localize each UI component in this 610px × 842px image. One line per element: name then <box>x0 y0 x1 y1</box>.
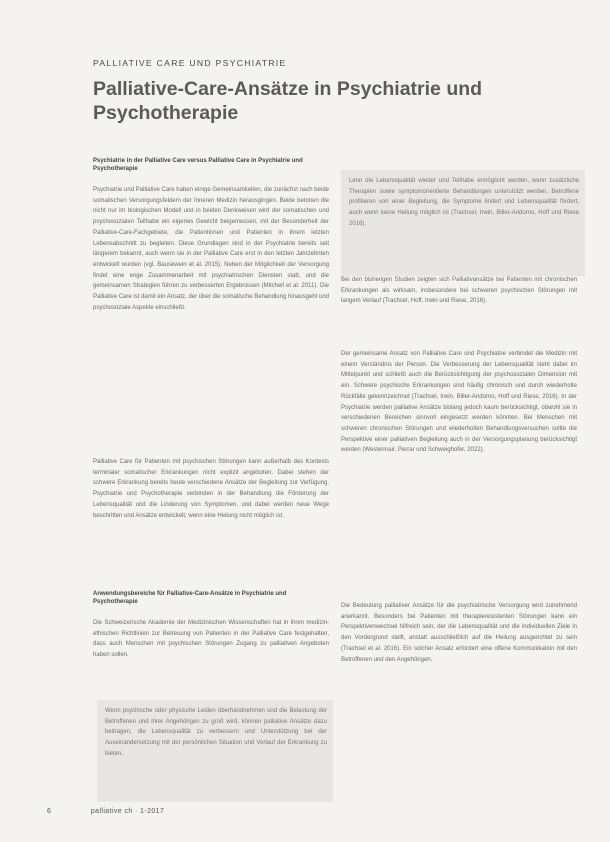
section-kicker: PALLIATIVE CARE UND PSYCHIATRIE <box>93 58 287 68</box>
body-paragraph: Die Schweizerische Akademie der Medizinischen Wissenschaften hat in ihren medizin-ethischen Richtlinien zur Betreuung von Patienten in der Palliative Care festgehalten, dass auch Menschen mit psychischen Störungen Zugang zu palliativen Angeboten haben sollen. <box>93 620 329 659</box>
publication-name: palliative ch · 1-2017 <box>90 808 165 815</box>
body-paragraph: Die Bedeutung palliativer Ansätze für die psychiatrische Versorgung wird zunehmend anerkannt. Besonders bei Patienten mit therapieresistenten Störungen kann ein Perspektivenwechsel hilfreich sein, der die Lebensqualität und die individuellen Ziele in den Vordergrund stellt, anstatt ausschließlich auf die Heilung ausgerichtet zu sein (Trachsel et al. 2016). Ein solcher Ansatz erfordert eine offene Kommunikation mit den Betroffenen und den Angehörigen. <box>341 603 577 663</box>
left-section-2 <box>93 590 329 672</box>
page-number: 6 <box>47 808 51 815</box>
left-section-1 <box>93 157 329 587</box>
body-paragraph: Bei den bisherigen Studien zeigten sich Palliativansätze bei Patienten mit chronischen Erkrankungen als wirksam, insbesondere bei schweren psychischen Störungen mit langem Verlauf (Trachsel, Hoff, Irwin und Riese, 2016). <box>341 277 577 305</box>
section-heading: Anwendungsbereiche für Palliative-Care-Ansätze in Psychiatrie und Psychotherapie <box>93 591 287 605</box>
body-paragraph: Palliative Care für Patienten mit psychischen Störungen kann außerhalb des Kontexts terminaler somatischer Erkrankungen nicht explizit angeboten. Dabei stehen der schwere Erkrankung bereits heute verschiedene Ansätze der Begleitung zur Verfügung. Psychiatrie und Psychotherapie verbinden in der Behandlung die Förderung der Lebensqualität und die Linderung von Symptomen, und dabei werden neue Wege beschritten und Ansätze entwickelt, wenn eine Heilung nicht möglich ist. <box>93 459 329 519</box>
pull-quote-text: Wenn psychische oder physische Leiden überhandnehmen und die Belastung der Betroffenen und ihrer Angehörigen zu groß wird, können palliative Ansätze dazu beitragen, die Lebensqualität zu verbessern und Unterstützung bei der Auseinandersetzung mit der persönlichen Situation und Verlauf der Erkrankung zu bieten. <box>105 708 327 757</box>
pull-quote-box <box>97 700 333 802</box>
body-paragraph: Psychiatrie und Palliative Care haben einige Gemeinsamkeiten, die zunächst nach beide somatischen Versorgungsfeldern der Inneren Medizin herausgingen. Beide betonen die nicht nur im biologischen Modell und in beiden Denkweisen wird der somatischen und psychosozialen Teilhabe ein eigenes Gewicht beigemessen, mit der Besonderheit der Palliative-Care-Fachgebiete, die Patientinnen und Patienten in ihrem letzten Lebensabschnitt zu begleiten. Diese Grundlagen sind in der Psychiatrie bereits seit längerem bekannt, auch wenn sie in der Palliative Care erst in den letzten Jahrzehnten entwickelt wurden (vgl. Bausewein et al. 2015). Neben der Möglichkeit der Versorgung findet eine enge Zusammenarbeit mit psychiatrischen Diensten statt, und die gemeinsamen Strategien führen zu verbesserten Ergebnissen (Mitchell et al. 2011). Die Palliative Care ist damit ein Ansatz, der über die somatische Behandlung hinausgeht und psychosoziale Aspekte einschließt. <box>93 187 329 311</box>
right-section <box>341 275 577 783</box>
section-heading: Psychiatrie in der Palliative Care versus Palliative Care in Psychiatrie und Psychotherapie <box>93 158 303 172</box>
page-footer <box>47 808 164 815</box>
article-title: Palliative-Care-Ansätze in Psychiatrie und Psychotherapie <box>93 78 483 124</box>
pull-quote-text: Lenn die Lebensqualität wieder und Teilhabe ermöglicht werden, wenn zusätzliche Therapien sowie symptomorientierte Behandlungen unterstützt werden. Betroffene profitieren von einer Begleitung, die Symptome lindert und Lebensqualität fördert, auch wenn keine Heilung möglich ist (Trachsel, Irwin, Biller-Andorno, Hoff und Riese 2016). <box>349 178 579 227</box>
body-paragraph: Der gemeinsame Ansatz von Palliative Care und Psychiatrie verbindet die Medizin mit einem Verständnis der Person. Die Verbesserung der Lebensqualität steht dabei im Mittelpunkt und schließt auch die Berücksichtigung der psychosozialen Dimension mit ein. Schwere psychische Erkrankungen sind häufig chronisch und durch wiederholte Rückfälle gekennzeichnet (Trachsel, Irwin, Biller-Andorno, Hoff und Riese, 2016). In der Psychiatrie werden palliative Ansätze bislang jedoch kaum berücksichtigt, obwohl sie in verschiedenen Bereichen sinnvoll eingesetzt werden könnten. Bei Menschen mit schweren chronischen Störungen und wiederholten Behandlungsversuchen sollte die Perspektive einer palliativen Begleitung auch in der Versorgungsplanung berücksichtigt werden (Westermair, Perrar und Schweighofer, 2022). <box>341 351 577 454</box>
pull-quote-box <box>341 170 585 276</box>
